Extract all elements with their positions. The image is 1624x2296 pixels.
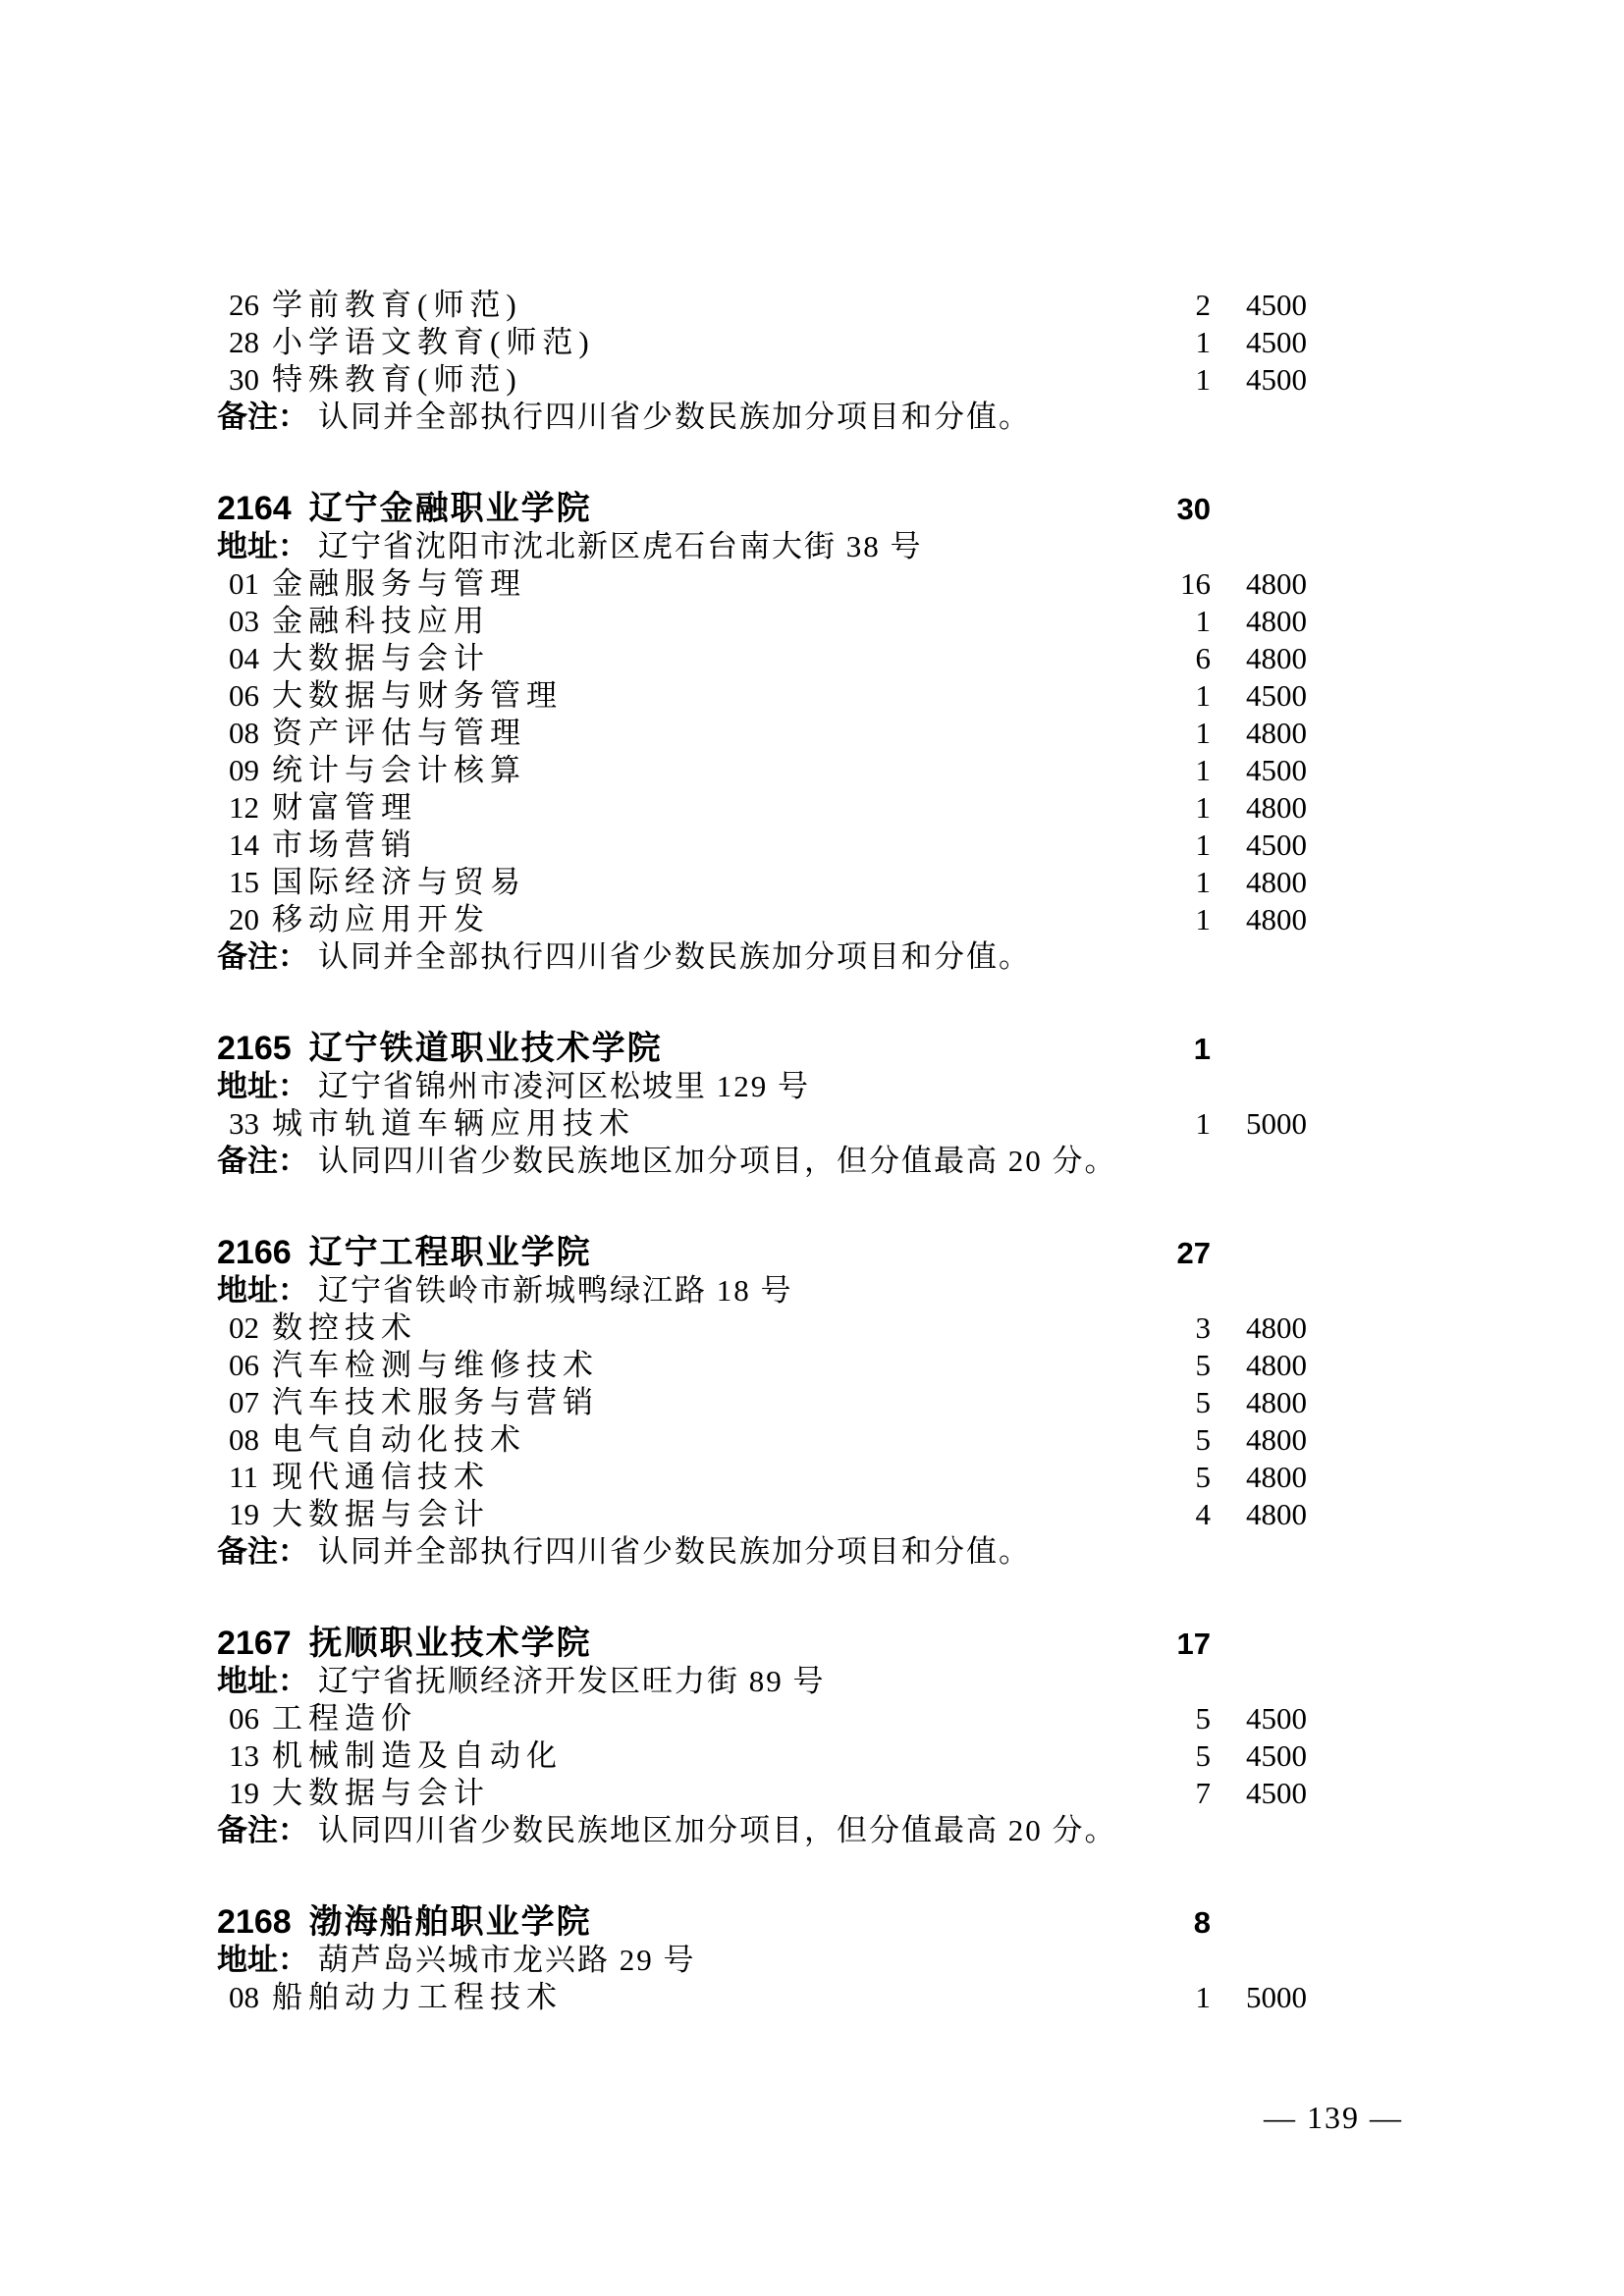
section <box>217 490 1307 976</box>
major-row <box>217 565 1307 603</box>
address-text: 辽宁省抚顺经济开发区旺力街 89 号 <box>318 1664 826 1698</box>
major-count: 1 <box>1195 865 1211 899</box>
major-count: 1 <box>1195 828 1211 862</box>
major-count: 1 <box>1195 678 1211 713</box>
major-count: 7 <box>1195 1776 1211 1810</box>
major-fee: 4800 <box>1246 716 1307 750</box>
major-code: 07 <box>229 1385 259 1419</box>
address-text: 辽宁省锦州市凌河区松坡里 129 号 <box>318 1069 810 1103</box>
major-name: 学前教育(师范) <box>272 288 522 322</box>
section-code: 2168 <box>217 1903 292 1941</box>
major-count: 1 <box>1195 325 1211 359</box>
major-name: 机械制造及自动化 <box>272 1738 563 1773</box>
address-text: 辽宁省沈阳市沈北新区虎石台南大街 38 号 <box>318 529 923 563</box>
major-fee: 4500 <box>1246 1738 1307 1773</box>
admission-list <box>217 287 1307 2016</box>
major-fee: 4500 <box>1246 362 1307 397</box>
major-code: 02 <box>229 1310 259 1345</box>
major-fee: 4800 <box>1246 1460 1307 1494</box>
major-code: 09 <box>229 753 259 787</box>
major-code: 06 <box>229 1701 259 1735</box>
section-code: 2165 <box>217 1030 292 1067</box>
major-fee: 4500 <box>1246 753 1307 787</box>
major-row <box>217 864 1307 901</box>
section-code: 2167 <box>217 1625 292 1662</box>
remark-line <box>217 1143 1307 1180</box>
major-code: 15 <box>229 865 259 899</box>
major-code: 33 <box>229 1106 259 1141</box>
major-row <box>217 1421 1307 1459</box>
major-count: 1 <box>1195 902 1211 936</box>
major-fee: 4500 <box>1246 678 1307 713</box>
section-total: 17 <box>1176 1627 1211 1661</box>
major-code: 19 <box>229 1497 259 1531</box>
address-line <box>217 1068 1307 1105</box>
remark-line <box>217 1812 1307 1849</box>
major-code: 06 <box>229 1348 259 1382</box>
major-count: 2 <box>1195 288 1211 322</box>
address-label: 地址： <box>217 1069 308 1103</box>
major-row <box>217 1496 1307 1533</box>
section <box>217 1234 1307 1571</box>
major-row <box>217 324 1307 361</box>
major-row <box>217 1309 1307 1347</box>
remark-text: 认同并全部执行四川省少数民族加分项目和分值。 <box>318 1534 1031 1569</box>
major-fee: 5000 <box>1246 1980 1307 2014</box>
major-name: 小学语文教育(师范) <box>272 325 595 359</box>
major-fee: 4800 <box>1246 865 1307 899</box>
major-name: 金融科技应用 <box>272 604 490 638</box>
major-code: 19 <box>229 1776 259 1810</box>
section-total: 1 <box>1193 1032 1211 1066</box>
remark-line <box>217 1533 1307 1571</box>
address-line <box>217 1663 1307 1700</box>
major-fee: 4800 <box>1246 1348 1307 1382</box>
major-row <box>217 1105 1307 1143</box>
major-name: 数控技术 <box>272 1310 417 1345</box>
major-name: 大数据与财务管理 <box>272 678 563 713</box>
major-name: 资产评估与管理 <box>272 716 526 750</box>
major-count: 4 <box>1195 1497 1211 1531</box>
major-code: 08 <box>229 1422 259 1457</box>
major-fee: 4800 <box>1246 1385 1307 1419</box>
major-name: 国际经济与贸易 <box>272 865 526 899</box>
major-code: 28 <box>229 325 259 359</box>
major-code: 03 <box>229 604 259 638</box>
major-row <box>217 1775 1307 1812</box>
major-row <box>217 901 1307 938</box>
major-fee: 4800 <box>1246 1310 1307 1345</box>
major-code: 04 <box>229 641 259 675</box>
address-text: 葫芦岛兴城市龙兴路 29 号 <box>318 1943 696 1977</box>
major-count: 5 <box>1195 1701 1211 1735</box>
major-fee: 4800 <box>1246 902 1307 936</box>
major-count: 1 <box>1195 753 1211 787</box>
address-line <box>217 528 1307 565</box>
major-name: 金融服务与管理 <box>272 566 526 601</box>
major-fee: 4800 <box>1246 641 1307 675</box>
major-name: 汽车技术服务与营销 <box>272 1385 599 1419</box>
major-row <box>217 361 1307 399</box>
major-count: 1 <box>1195 1106 1211 1141</box>
remark-text: 认同四川省少数民族地区加分项目，但分值最高 20 分。 <box>318 1144 1117 1178</box>
section-total: 27 <box>1176 1236 1211 1270</box>
major-fee: 4500 <box>1246 828 1307 862</box>
major-row <box>217 640 1307 677</box>
major-code: 06 <box>229 678 259 713</box>
section <box>217 287 1307 436</box>
major-name: 大数据与会计 <box>272 1776 490 1810</box>
major-code: 08 <box>229 716 259 750</box>
major-count: 5 <box>1195 1738 1211 1773</box>
remark-label: 备注： <box>217 1144 308 1178</box>
major-row <box>217 1459 1307 1496</box>
major-count: 1 <box>1195 716 1211 750</box>
major-count: 5 <box>1195 1460 1211 1494</box>
address-line <box>217 1942 1307 1979</box>
address-label: 地址： <box>217 1664 308 1698</box>
major-row <box>217 1347 1307 1384</box>
address-text: 辽宁省铁岭市新城鸭绿江路 18 号 <box>318 1273 793 1308</box>
major-name: 移动应用开发 <box>272 902 490 936</box>
major-code: 20 <box>229 902 259 936</box>
major-count: 1 <box>1195 604 1211 638</box>
section-header <box>217 1234 1307 1272</box>
section-name: 渤海船舶职业学院 <box>308 1903 592 1941</box>
section-total: 30 <box>1176 492 1211 526</box>
major-row <box>217 603 1307 640</box>
major-name: 工程造价 <box>272 1701 417 1735</box>
major-count: 5 <box>1195 1348 1211 1382</box>
major-row <box>217 1737 1307 1775</box>
major-name: 统计与会计核算 <box>272 753 526 787</box>
remark-label: 备注： <box>217 1813 308 1847</box>
remark-text: 认同四川省少数民族地区加分项目，但分值最高 20 分。 <box>318 1813 1117 1847</box>
major-name: 汽车检测与维修技术 <box>272 1348 599 1382</box>
major-fee: 4500 <box>1246 325 1307 359</box>
major-count: 6 <box>1195 641 1211 675</box>
remark-label: 备注： <box>217 1534 308 1569</box>
major-name: 大数据与会计 <box>272 1497 490 1531</box>
section-header <box>217 490 1307 528</box>
remark-text: 认同并全部执行四川省少数民族加分项目和分值。 <box>318 400 1031 434</box>
major-fee: 4500 <box>1246 1776 1307 1810</box>
page-number: — 139 — <box>1264 2100 1403 2135</box>
major-fee: 4800 <box>1246 790 1307 825</box>
section-header <box>217 1030 1307 1068</box>
major-name: 船舶动力工程技术 <box>272 1980 563 2014</box>
section-name: 辽宁工程职业学院 <box>308 1234 592 1271</box>
section <box>217 1625 1307 1849</box>
address-line <box>217 1272 1307 1309</box>
major-name: 特殊教育(师范) <box>272 362 522 397</box>
major-fee: 4800 <box>1246 1422 1307 1457</box>
major-fee: 4500 <box>1246 1701 1307 1735</box>
major-row <box>217 827 1307 864</box>
major-name: 电气自动化技术 <box>272 1422 526 1457</box>
section <box>217 1903 1307 2016</box>
section <box>217 1030 1307 1180</box>
address-label: 地址： <box>217 529 308 563</box>
major-row <box>217 1384 1307 1421</box>
section-header <box>217 1625 1307 1663</box>
major-code: 13 <box>229 1738 259 1773</box>
section-name: 抚顺职业技术学院 <box>308 1625 592 1662</box>
major-count: 16 <box>1180 566 1211 601</box>
major-code: 12 <box>229 790 259 825</box>
major-name: 城市轨道车辆应用技术 <box>272 1106 635 1141</box>
major-row <box>217 1979 1307 2016</box>
remark-label: 备注： <box>217 400 308 434</box>
major-fee: 5000 <box>1246 1106 1307 1141</box>
major-name: 现代通信技术 <box>272 1460 490 1494</box>
major-row <box>217 1700 1307 1737</box>
remark-line <box>217 399 1307 436</box>
major-row <box>217 789 1307 827</box>
major-code: 14 <box>229 828 259 862</box>
major-fee: 4500 <box>1246 288 1307 322</box>
major-fee: 4800 <box>1246 566 1307 601</box>
major-row <box>217 715 1307 752</box>
major-count: 1 <box>1195 1980 1211 2014</box>
major-count: 1 <box>1195 790 1211 825</box>
remark-text: 认同并全部执行四川省少数民族加分项目和分值。 <box>318 939 1031 974</box>
address-label: 地址： <box>217 1273 308 1308</box>
major-count: 3 <box>1195 1310 1211 1345</box>
major-count: 5 <box>1195 1422 1211 1457</box>
section-code: 2164 <box>217 490 292 527</box>
major-name: 市场营销 <box>272 828 417 862</box>
major-row <box>217 287 1307 324</box>
major-row <box>217 752 1307 789</box>
major-name: 财富管理 <box>272 790 417 825</box>
remark-label: 备注： <box>217 939 308 974</box>
major-code: 08 <box>229 1980 259 2014</box>
major-fee: 4800 <box>1246 604 1307 638</box>
section-total: 8 <box>1193 1905 1211 1940</box>
major-fee: 4800 <box>1246 1497 1307 1531</box>
major-code: 30 <box>229 362 259 397</box>
section-name: 辽宁金融职业学院 <box>308 490 592 527</box>
section-code: 2166 <box>217 1234 292 1271</box>
major-name: 大数据与会计 <box>272 641 490 675</box>
section-header <box>217 1903 1307 1942</box>
major-code: 26 <box>229 288 259 322</box>
address-label: 地址： <box>217 1943 308 1977</box>
remark-line <box>217 938 1307 976</box>
major-code: 01 <box>229 566 259 601</box>
major-count: 5 <box>1195 1385 1211 1419</box>
major-code: 11 <box>229 1460 258 1494</box>
section-name: 辽宁铁道职业技术学院 <box>308 1030 663 1067</box>
major-row <box>217 677 1307 715</box>
major-count: 1 <box>1195 362 1211 397</box>
